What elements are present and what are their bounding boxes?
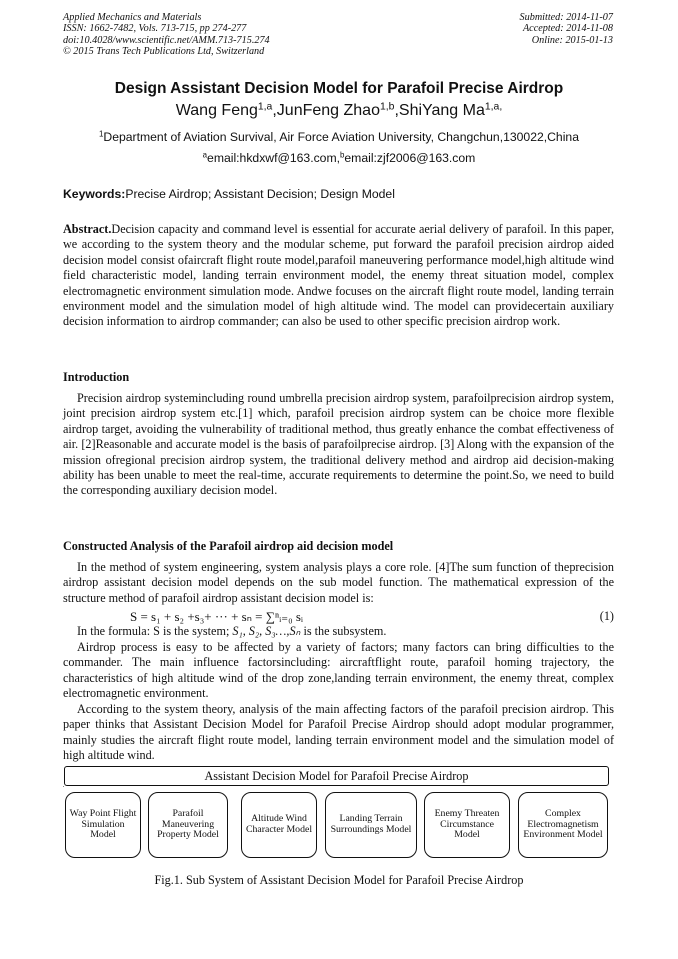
author-sup: 1,a — [257, 101, 273, 113]
journal-name: Applied Mechanics and Materials — [63, 12, 202, 23]
equation-text: S = s₁ + s₂ +s₃+ ··· + sₙ = ∑ⁿᵢ₌₀ sᵢ — [130, 609, 304, 624]
author-list — [0, 102, 678, 120]
author-sup: 1,a, — [484, 101, 503, 113]
issn-line: ISSN: 1662-7482, Vols. 713-715, pp 274-277 — [63, 23, 247, 35]
diagram-box-enemy-threaten: Enemy Threaten Circumstance Model — [424, 792, 510, 858]
keywords — [63, 187, 615, 201]
formula-variables: S₁, S₂, S₃…,Sₙ — [232, 624, 301, 638]
diagram-box-parafoil: Parafoil Maneuvering Property Model — [148, 792, 228, 858]
accepted-date: Accepted: 2014-11-08 — [522, 23, 613, 35]
diagram-top-box: Assistant Decision Model for Parafoil Precise Airdrop — [64, 766, 609, 786]
author-name: Wang Feng — [175, 102, 258, 119]
doi-line: doi:10.4028/www.scientific.net/AMM.713-715.274 — [63, 34, 270, 46]
constructed-paragraph-2: Airdrop process is easy to be affected by a variety of factors; many factors can bring difficulties to the commander. The main influence factorsincluding: aircraftflight route, parafoil homing trajectory, the characteristics of high altitude wind of the drop zone,landing terrain environment, the enemy threat, complex electromagnetic environment. — [63, 640, 614, 701]
keywords-text: Precise Airdrop; Assistant Decision; Design Model — [125, 187, 395, 201]
constructed-paragraph-1: In the method of system engineering, system analysis plays a core role. [4]The sum function of theprecision airdrop assistant decision model depends on the sub model function. The mathematical expression of the structure method of parafoil airdrop assistant decision model is: — [63, 560, 614, 605]
author-separator: , — [272, 102, 277, 119]
introduction-heading: Introduction — [63, 370, 130, 384]
email-sup-a: a — [202, 150, 208, 160]
formula-prefix: In the formula: S is the system; — [77, 624, 233, 638]
email-b: email:zjf2006@163.com — [344, 151, 476, 165]
dates-header — [520, 12, 613, 46]
affiliation-text: Department of Aviation Survival, Air Force Aviation University, Changchun,130022,China — [103, 130, 579, 144]
constructed-heading: Constructed Analysis of the Parafoil airdrop aid decision model — [63, 539, 394, 553]
affiliation-sup: 1 — [99, 129, 104, 139]
keywords-label: Keywords: — [63, 187, 126, 201]
constructed-paragraph-3: According to the system theory, analysis of the main affecting factors of the parafoil precision airdrop. This paper thinks that Assistant Decision Model for Parafoil Precise Airdrop should adopt modular programmer, mainly studies the aircraft flight route model, landing terrain environment model and the simulation model of high altitude wind. — [63, 702, 614, 763]
affiliation — [0, 130, 678, 144]
abstract — [63, 222, 614, 330]
figure-caption: Fig.1. Sub System of Assistant Decision Model for Parafoil Precise Airdrop — [154, 873, 524, 887]
diagram-box-landing-terrain: Landing Terrain Surroundings Model — [325, 792, 417, 858]
abstract-label: Abstract. — [63, 222, 112, 236]
author-name: ShiYang Ma — [398, 102, 485, 119]
subsystem-diagram — [63, 765, 613, 865]
equation-number: (1) — [599, 609, 614, 623]
diagram-box-way-point: Way Point Flight Simulation Model — [65, 792, 141, 858]
paper-title: Design Assistant Decision Model for Parafoil Precise Airdrop — [114, 80, 564, 97]
diagram-box-altitude-wind: Altitude Wind Character Model — [241, 792, 317, 858]
author-name: JunFeng Zhao — [276, 102, 380, 119]
online-date: Online: 2015-01-13 — [531, 34, 613, 46]
email-a: email:hkdxwf@163.com, — [207, 151, 340, 165]
introduction-paragraph: Precision airdrop systemincluding round umbrella precision airdrop system, parafoilprecision airdrop system, joint precision airdrop system etc.[1] which, parafoil precision airdrop system can be choice more flexible airdrop target, avoiding the vulnerability of traditional method, thus greatly enhance the combat effectiveness of air. [2]Reasonable and accurate model is the basis of parafoilprecise airdrop. [3] Along with the expansion of the mission ofregional precision airdrop system, the traditional delivery method and airdrop aid decision-making ability has been unable to meet the real-time, accurate requirements to determine the point.So, we need to build the corresponding auxiliary decision model. — [63, 391, 614, 498]
email-line — [0, 151, 678, 165]
author-separator: , — [394, 102, 399, 119]
email-sup-b: b — [340, 150, 345, 160]
diagram-box-complex-em: Complex Electromagnetism Environment Model — [518, 792, 608, 858]
author-sup: 1,b — [379, 101, 395, 113]
copyright-line: © 2015 Trans Tech Publications Ltd, Switzerland — [63, 46, 265, 58]
journal-header — [63, 12, 270, 58]
formula-suffix: is the subsystem. — [300, 624, 387, 638]
equation-1 — [130, 609, 614, 625]
submitted-date: Submitted: 2014-11-07 — [519, 12, 613, 23]
abstract-text: Decision capacity and command level is essential for accurate aerial delivery of parafoil. In this paper, we according to the system theory and the modular scheme, put forward the parafoil precision airdrop aided decision model consist ofaircraft flight route model,parafoil maneuvering performance model,high altitude wind field characteristic model, landing terrain environment model, the enemy threat situation model, complex electromagnetic environment simulation mode. Andwe focuses on the aircraft flight route model, landing terrain environment model and the simulation model of high altitude wind. The model can providecertain auxiliary decision information to airdrop commander; can also be used to other specific precision airdrop work. — [63, 222, 614, 329]
formula-explanation — [63, 624, 614, 639]
